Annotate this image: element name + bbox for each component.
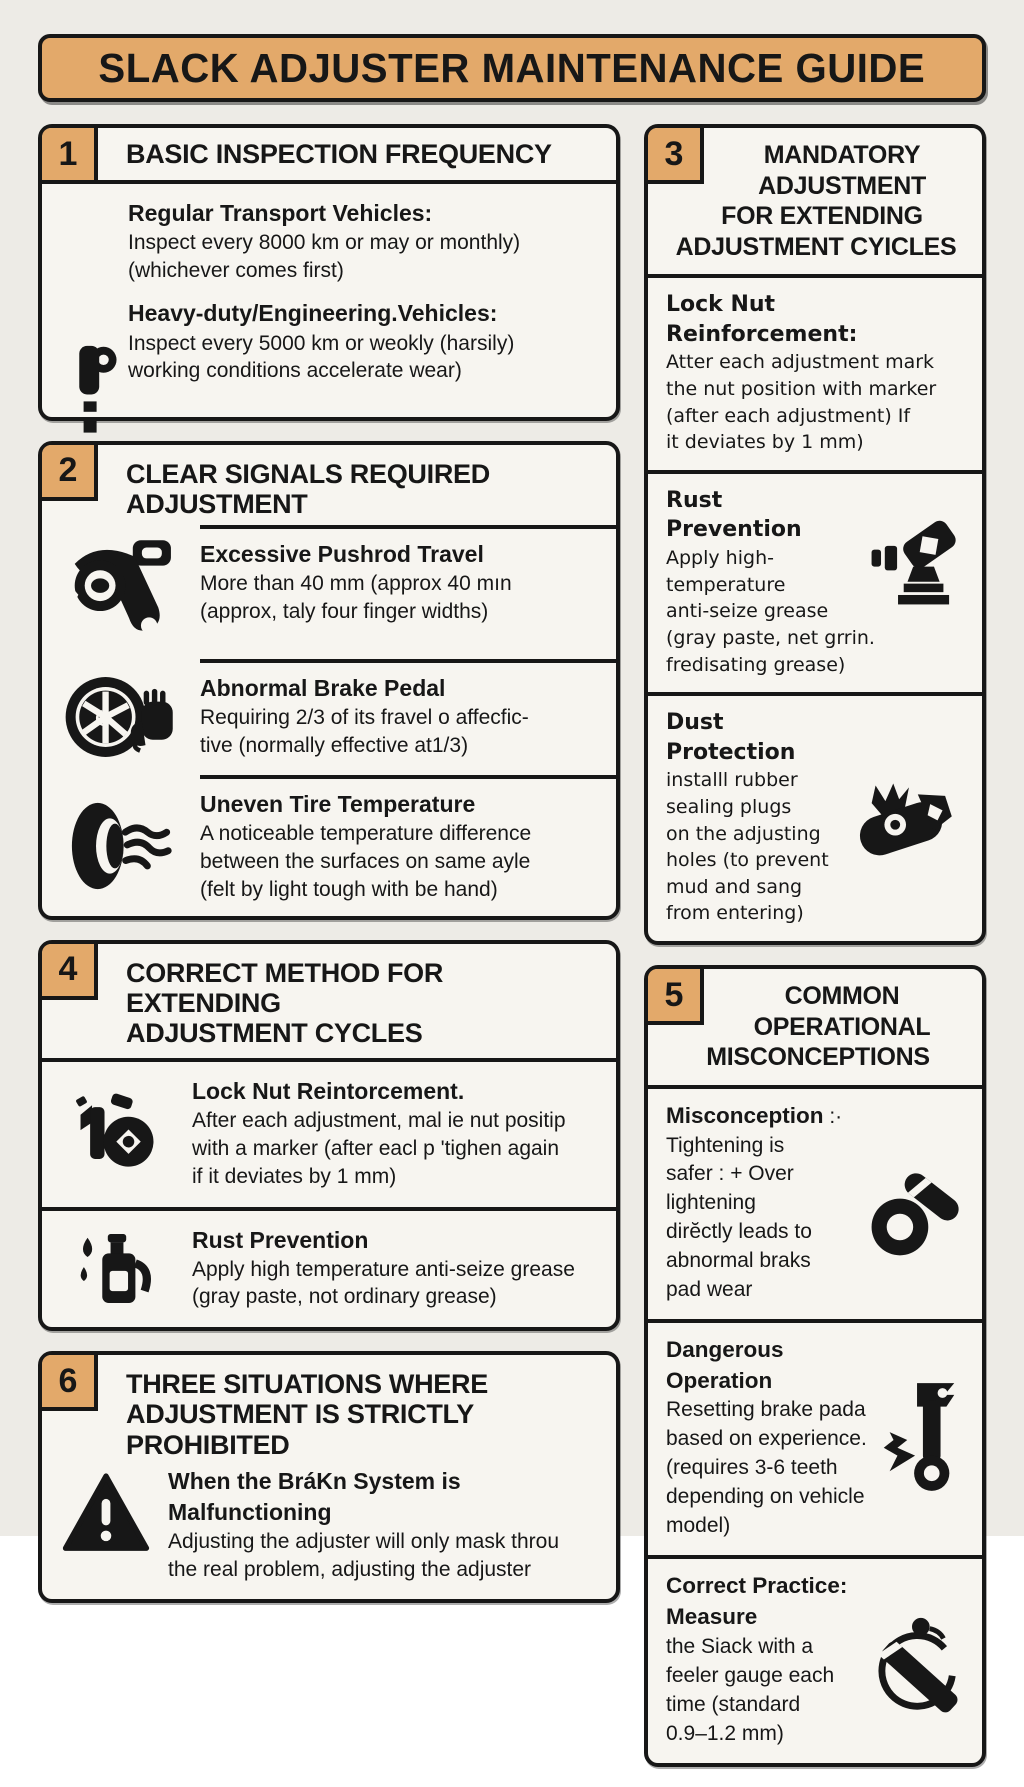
section-5-title: COMMON OPERATIONAL MISCONCEPTIONS <box>648 969 982 1089</box>
dangerous-operation-item: Dangerous Operation Resetting brake pada based on experience. (requires 3-6 teeth depending on vehicle model) <box>648 1319 982 1555</box>
correct-practice-item: Correct Practice: Measure the Siack with a feeler gauge each time (standard 0.9–1.2 mm) <box>648 1555 982 1763</box>
section-3-title: MANDATORY ADJUSTMENT FOR EXTENDING ADJUSTMENT CYICLES <box>648 128 982 278</box>
section-2-card <box>38 441 620 920</box>
tire-heat-icon <box>42 775 200 915</box>
mandatory-item: Dust Protection installl rubber sealing plugs on the adjusting holes (to prevent mud and sang from entering) <box>648 692 982 941</box>
section-5-card <box>644 965 986 1767</box>
section-6-badge: 6 <box>42 1355 98 1411</box>
section-2-title: CLEAR SIGNALS REQUIRED ADJUSTMENT <box>126 458 490 520</box>
pushrod-adjuster-icon <box>42 525 200 659</box>
misconception-item: Misconception :· Tightening is safer : + Over lightening dirĕctly leads to abnormal braks pad wear <box>648 1089 982 1320</box>
method-item: Lock Nut Reintorcement. After each adjustment, mal ie nut positip with a marker (after eacl p 'tighen again if it deviates by 1 mm) <box>42 1062 616 1206</box>
wheel-hand-icon <box>42 659 200 775</box>
warning-triangle-icon <box>60 1466 152 1584</box>
section-6-card <box>38 1351 620 1603</box>
poster-title: SLACK ADJUSTER MAINTENANCE GUIDE <box>98 44 926 91</box>
section-2-badge: 2 <box>42 445 98 501</box>
adjuster-spark-icon <box>872 1375 968 1505</box>
section-3-card <box>644 124 986 945</box>
section-6-body: When the BráKn System is Malfunctioning Adjusting the adjuster will only mask throu the real problem, adjusting the adjuster <box>42 1462 616 1600</box>
section-1-card <box>38 124 620 421</box>
section-1-badge: 1 <box>42 128 98 184</box>
section-4-badge: 4 <box>42 944 98 1000</box>
signal-item: Uneven Tire Temperature A noticeable temperature difference between the surfaces on same ayle (felt by light tough with be hand) <box>42 775 616 915</box>
signal-item: Excessive Pushrod Travel More than 40 mm (approx 40 mın (approx, taly four finger widths) <box>42 525 616 659</box>
marker-nut-icon <box>42 1076 192 1192</box>
poster-title-bar <box>38 34 986 102</box>
wrench-nut-icon <box>864 1157 968 1261</box>
feeler-gauge-icon <box>858 1605 968 1725</box>
slack-adjuster-tool-icon <box>68 336 120 446</box>
section-1-body <box>42 184 616 417</box>
section-3-badge: 3 <box>648 128 704 184</box>
section-5-badge: 5 <box>648 969 704 1025</box>
inspection-item: Heavy-duty/Engineering.Vehicles: Inspect every 5000 km or weokly (harsily) working conditions accelerate wear) <box>128 300 515 383</box>
grease-gun-icon <box>864 508 968 612</box>
section-1-title: BASIC INSPECTION FREQUENCY <box>42 128 616 184</box>
section-4-card <box>38 940 620 1331</box>
method-item: Rust Prevention Apply high temperature anti-seize grease (gray paste, not ordinary grease) <box>42 1207 616 1327</box>
signal-item: Abnormal Brake Pedal Requiring 2/3 of its fravel o affecfic- tive (normally effective at1/3) <box>42 659 616 775</box>
mandatory-item: Rust Prevention Apply high-temperature anti-seize grease (gray paste, net grrin. fredisating grease) <box>648 470 982 692</box>
inspection-item: Regular Transport Vehicles: Inspect every 8000 km or may or monthly) (whichever comes first) <box>128 200 521 282</box>
sealing-plug-icon <box>848 756 968 876</box>
section-6-title: THREE SITUATIONS WHERE ADJUSTMENT IS STRICTLY PROHIBITED <box>126 1369 488 1460</box>
grease-bottle-icon <box>42 1213 192 1325</box>
mandatory-item: Lock Nut Reinforcement: Atter each adjustment mark the nut position with marker (after each adjustment) If it deviates by 1 mm) <box>666 292 937 454</box>
section-4-title: CORRECT METHOD FOR EXTENDING ADJUSTMENT CYCLES <box>42 944 616 1063</box>
